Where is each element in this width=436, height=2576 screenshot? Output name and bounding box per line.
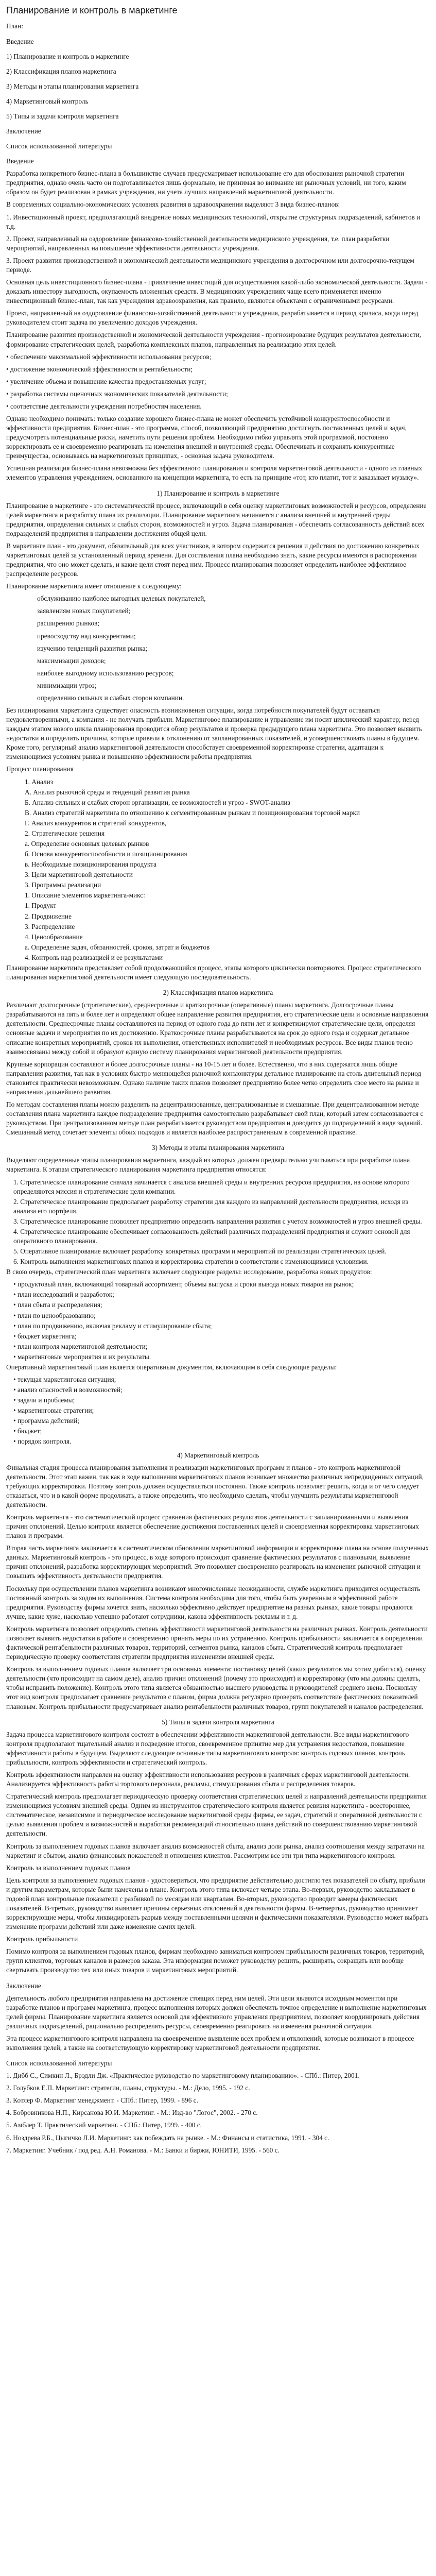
process-step: б. Основа конкурентоспособности и позиционирования [25, 850, 187, 858]
section-heading: Введение [6, 157, 34, 165]
toc-item: 5) Типы и задачи контроля маркетинга [6, 112, 119, 120]
process-step: 4. Ценообразование [25, 933, 83, 941]
paragraph: Стратегический контроль предполагает периодическую проверку соответствия стратегических целей и направлений деятельности предприятия изменяющимся условиям внешней среды. Одним из инструментов стратегического контроля является ревизия маркетинга - всестороннее, систематическое, независимое и периодическое исследование маркетинговой среды фирмы, ее задач, стратегий и оперативной деятельности с целью выявления проблем и возможностей и выработки рекомендаций относительно плана действий по совершенствованию маркетинговой деятельности. [6, 1792, 427, 1838]
paragraph: Оперативный маркетинговый план является оперативным документом, включающим в себя следующие разделы: [6, 1363, 337, 1371]
paragraph: Деятельность любого предприятия направлена на достижение стоящих перед ним целей. Эти цели являются исходным моментом при разработке планов и программ маркетинга, процесс выполнения которых должен обеспечить точное определение и выполнение маркетинговых целей фирмы. Планирование маркетинга является основой для эффективного управления предприятием, позволяет координировать действия различных подразделений, рационально распределять ресурсы, своевременно реагировать на изменения рыночной ситуации. [6, 1994, 427, 2030]
process-step: а. Определение задач, обязанностей, сроков, затрат и бюджетов [25, 943, 210, 951]
paragraph: Разработка конкретного бизнес-плана в большинстве случаев предусматривает использование его для обоснования рыночной стратегии предприятия, однако очень часто он подготавливается лишь формально, не принимая во внимание ни рыночных условий, ни того, каким образом он будет реализован в рамках учреждения, ни учета лучших направлений маркетинговой деятельности. [6, 170, 406, 196]
process-step: 3. Цели маркетинговой деятельности [25, 871, 133, 879]
list-item: • план по продвижению, включая рекламу и стимулирование сбыта; [13, 1321, 212, 1330]
paragraph: По методам составления планы можно разделить на децентрализованные, централизованные и смешанные. При децентрализованном методе составления плана маркетинга каждое подразделение предприятия самостоятельно разрабатывает свой план, который затем согласовывается с руководством. При централизованном методе план разрабатывается руководством предприятия и доводится до подразделений в виде заданий. Смешанный метод сочетает элементы обоих подходов и является наиболее распространенным в современной практике. [6, 1100, 424, 1137]
process-step: В. Анализ стратегий маркетинга по отношению к сегментированным рынкам и позиционирования торговой марки [25, 808, 360, 817]
toc-item: 2) Классификация планов маркетинга [6, 67, 116, 75]
section-heading: 4) Маркетинговый контроль [177, 1451, 259, 1459]
paragraph: Успешная реализация бизнес-плана невозможна без эффективного планирования и контроля маркетинговой деятельности - одного из главных элементов управления учреждением, основанного на концепции маркетинга, то есть на принципе «тот, кто платит, тот и заказывает музыку». [6, 464, 423, 482]
paragraph: Процесс планирования [6, 765, 74, 773]
paragraph: Помимо контроля за выполнением годовых планов, фирмам необходимо заниматься контролем прибыльности различных товаров, территорий, групп клиентов, торговых каналов и размеров заказа. Эта информация поможет руководству решить, расширять, сокращать или вообще свертывать производство тех или иных товаров и маркетинговых мероприятий. [6, 1947, 425, 1974]
section-planning-control [6, 489, 430, 989]
bibliography-section [6, 2059, 430, 2155]
strategic-plan-sections [6, 1280, 430, 1362]
paragraph: Контроль прибыльности [6, 1935, 78, 1943]
list-item: определению сильных и слабых сторон компании. [37, 693, 184, 702]
toc-item: Введение [6, 37, 34, 45]
paragraph: Планирование развития производственной и экономической деятельности учреждения - прогнозирование будущих результатов деятельности, формирование стратегических целей, разработка комплексных планов, направленных на реализацию этих целей. [6, 331, 422, 348]
list-item: • маркетинговые мероприятия и их результаты. [13, 1352, 151, 1361]
bibliography-item: 7. Маркетинг. Учебник / под ред. А.Н. Романова. - М.: Банки и биржи, ЮНИТИ, 1995. - 560 с. [6, 2146, 280, 2154]
list-item: • текущая маркетинговая ситуация; [13, 1376, 116, 1383]
paragraph: В маркетинге план - это документ, обязательный для всех участников, в котором содержатся решения и действия по достижению конкретных маркетинговых целей за установленный период времени. Для составления плана необходимо знать, какие ресурсы имеются в распоряжении предприятия, что оно может сделать, и какие цели стоят перед ним. Процесс планирования позволяет определить наиболее эффективное распределение ресурсов. [6, 541, 420, 578]
process-step: в. Необходимые позиционирования продукта [25, 860, 157, 869]
list-item: • анализ опасностей и возможностей; [13, 1386, 123, 1394]
paragraph: Проект, направленный на оздоровление финансово-хозяйственной деятельности учреждения, разрабатывается в период кризиса, когда перед руководителем стоит задача по увеличению доходов учреждения. [6, 309, 418, 327]
paragraph: Задача процесса маркетингового контроля состоит в обеспечении эффективности маркетинговой деятельности. Все виды маркетингового контроля предполагают тщательный анализ и подведение итогов, своевременное принятие мер для устранения недостатков, повышение эффективности работы в будущем. Выделяют следующие основные типы маркетингового контроля: контроль годовых планов, контроль прибыльности, контроль эффективности и стратегический контроль. [6, 1730, 409, 1766]
paragraph: Контроль за выполнением годовых планов включает три основных элемента: постановку целей (каких результатов мы хотим добиться), оценку деятельности (что происходит на самом деле), анализ причин отклонений (почему это происходит) и корректировку (что мы должны сделать, чтобы исправить положение). Контроль этого типа является обязанностью высшего руководства и руководителей среднего звена. Поскольку этот вид контроля предполагает сравнение результатов с планом, фирма должна регулярно проверять соответствие фактических показателей плановым. Контроль прибыльности предусматривает анализ рентабельности различных товаров, групп покупателей и каналов распределения. [6, 1665, 426, 1710]
paragraph: Контроль за выполнением годовых планов включает анализ возможностей сбыта, анализ доли рынка, анализ соотношения между затратами на маркетинг и сбытом, анализ финансовых показателей и отношения клиентов. Рассмотрим все эти три типа маркетингового контроля. [6, 1842, 425, 1859]
list-item: обслуживанию наиболее выгодных целевых покупателей, [37, 595, 206, 603]
paragraph: В свою очередь, стратегический план маркетинга включает следующие разделы: исследование, разработка новых продуктов: [6, 1268, 372, 1276]
list-item: 3. Стратегическое планирование позволяет предприятию определить направления развития с учетом возможностей и угроз внешней среды. [13, 1217, 422, 1225]
process-step: 4. Контроль над реализацией и ее результатами [25, 953, 163, 961]
paragraph: Выделяют определенные этапы планирования маркетинга, каждый из которых должен предварительно учитываться при разработке плана маркетинга. К этапам стратегического планирования маркетинга предприятия относятся: [6, 1156, 410, 1174]
toc-item: План: [6, 22, 23, 30]
process-step: 2. Продвижение [25, 912, 72, 920]
list-item: наиболее выгодному использованию ресурсов; [37, 669, 174, 677]
bibliography-item: 5. Амблер Т. Практический маркетинг. - СПб.: Питер, 1999. - 400 с. [6, 2121, 202, 2129]
list-item: • задачи и проблемы; [13, 1396, 75, 1404]
list-item: • план контроля маркетинговой деятельности; [13, 1342, 148, 1350]
bibliography-item: 1. Дибб С., Симкин Л., Брэдли Дж. «Практическое руководство по маркетинговому планированию». - СПб.: Питер, 2001. [6, 2072, 360, 2080]
list-item: расширению рынков; [37, 619, 99, 628]
planning-stages-list [6, 1178, 430, 1267]
paragraph: 3. Проект развития производственной и экономической деятельности медицинского учреждения в долгосрочном или долгосрочно-текущем периоде. [6, 256, 414, 274]
paragraph: • обеспечение максимальной эффективности использования ресурсов; [6, 352, 212, 361]
list-item: превосходству над конкурентами; [37, 632, 136, 640]
paragraph: 2. Проект, направленный на оздоровление финансово-хозяйственной деятельности медицинского учреждения, т.е. план разработки мероприятий, направленных на повышение эффективности деятельности учреждения. [6, 234, 390, 252]
paragraph: Крупные корпорации составляют и более долгосрочные планы - на 10-15 лет и более. Естественно, что в них содержатся лишь общие направления развития, так как в условиях быстро меняющейся рыночной конъюнктуры детальное планирование на столь длительный период становится практически невозможным. Однако наличие таких планов позволяет предприятию более четко определить свое место на рынке и направления дальнейшего развития. [6, 1060, 422, 1096]
paragraph: Планирование маркетинга имеет отношение к следующему: [6, 582, 182, 590]
paragraph: • разработка системы оценочных экономических показателей деятельности; [6, 389, 228, 398]
paragraph: В современных социально-экономических условиях развития в здравоохранении выделяют 3 вида бизнес-планов: [6, 200, 340, 209]
toc-item: Заключение [6, 127, 41, 135]
process-step: А. Анализ рыночной среды и тенденций развития рынка [25, 788, 190, 796]
bibliography-item: 6. Ноздрева Р.Б., Цыгичко Л.И. Маркетинг: как побеждать на рынке. - М.: Финансы и статистика, 1991. - 304 с. [6, 2133, 329, 2142]
paragraph: Вторая часть маркетинга заключается в систематическом обновлении маркетинговой информации и корректировке плана на основе полученных данных. Маркетинговый контроль - это процесс, в ходе которого происходит сравнение фактических результатов с плановыми, выявление причин отклонений, разработка корректирующих мероприятий. Это позволяет своевременно реагировать на изменения рыночной ситуации и повышать эффективность деятельности предприятия. [6, 1544, 429, 1580]
planning-process-list [6, 777, 430, 962]
paragraph: Финальная стадия процесса планирования выполнения и реализации маркетинговых программ и планов - это контроль маркетинговой деятельности. Этот этап важен, так как в ходе выполнения маркетинговых планов возникает множество различных непредвиденных ситуаций, требующих корректировки. Поэтому контроль должен осуществляться постоянно. Также контроль позволяет решить, когда и от чего следует отказаться, что и в какой форме продолжать, а также определить, что необходимо сделать, чтобы улучшить результаты маркетинговой деятельности. [6, 1463, 424, 1509]
section-plan-classification [6, 988, 430, 1143]
process-step: 1. Анализ [25, 777, 54, 786]
section-marketing-control [6, 1451, 430, 1718]
document-title: Планирование и контроль в маркетинге [6, 5, 178, 15]
section-control-types [6, 1718, 430, 1981]
bibliography-item: 4. Бобровникова Н.П., Кирсанова Ю.И. Маркетинг. - М.: Изд-во "Логос", 2002. - 270 с. [6, 2109, 258, 2117]
list-item: минимизации угроз; [37, 681, 97, 689]
paragraph: Планирование в маркетинге - это систематический процесс, включающий в себя оценку маркетинговых возможностей и ресурсов, определение целей маркетинга и разработку плана их реализации. Планирование маркетинга начинается с анализа внешней и внутренней среды предприятия, определения сильных и слабых сторон, возможностей и угроз. Задача планирования - обеспечить согласованность действий всех подразделений предприятия в направлении достижения общей цели. [6, 501, 427, 537]
list-item: • продуктовый план, включающий товарный ассортимент, объемы выпуска и сроки вывода новых товаров на рынок; [13, 1280, 354, 1289]
list-item: максимизации доходов; [37, 656, 106, 665]
operational-plan-sections [6, 1375, 430, 1447]
paragraph: Поскольку при осуществлении планов маркетинга возникают многочисленные неожиданности, службе маркетинга приходится осуществлять постоянный контроль за ходом их выполнения. Система контроля необходима для того, чтобы быть уверенным в эффективной работе предприятия. Руководству фирмы хочется знать, насколько эффективно действует предприятие на разных рынках, какие товары продаются лучше, какие хуже, насколько успешно работают сотрудники, какова эффективность рекламы и т. д. [6, 1584, 421, 1620]
list-item: • план по ценообразованию; [13, 1311, 96, 1319]
list-item: 4. Стратегическое планирование обеспечивает согласованность действий различных подразделений предприятия и служит основой для оперативного планирования. [13, 1227, 410, 1245]
list-item: 5. Оперативное планирование включает разработку конкретных программ и мероприятий по реализации стратегических целей. [13, 1247, 387, 1256]
list-item: заявлениям новых покупателей; [37, 607, 131, 615]
process-step: 1. Продукт [25, 902, 57, 910]
paragraph: Без планирования маркетинга существует опасность возникновения ситуации, когда потребности покупателей будут оставаться неудовлетворенными, а компания - не получать прибыли. Маркетинговое планирование и управление им носит циклический характер; перед каждым этапом нового цикла планирования проводится обзор результатов и проверка предыдущего плана маркетинга. Это позволяет выявить недостатки и определить причины, которые привели к отклонению от запланированных показателей, и усовершенствовать планы в будущем. Кроме того, регулярный анализ маркетинговой деятельности способствует своевременной корректировке стратегии, адаптации к изменяющимся условиям рынка и повышению эффективности работы предприятия. [6, 706, 422, 761]
paragraph: Различают долгосрочные (стратегические), среднесрочные и краткосрочные (оперативные) планы маркетинга. Долгосрочные планы разрабатываются на пять и более лет и определяют общее направление развития предприятия, его стратегические цели и основные направления деятельности. Среднесрочные планы составляются на период от одного года до пяти лет и конкретизируют стратегические цели, определяя основные задачи и мероприятия по их достижению. Краткосрочные планы разрабатываются на срок до одного года и содержат детальное описание конкретных мероприятий, сроков их выполнения, ответственных исполнителей и необходимых ресурсов. Все виды планов тесно взаимосвязаны между собой и образуют единую систему планирования маркетинговой деятельности предприятия. [6, 1001, 429, 1056]
list-item: • план сбыта и распределения; [13, 1301, 102, 1309]
paragraph: 1. Инвестиционный проект, предполагающий внедрение новых медицинских технологий, открытие структурных подразделений, кабинетов и т.д. [6, 213, 421, 230]
paragraph: Эта процесс маркетингового контроля направлена на своевременное выявление всех проблем и отклонений, которые возникают в процессе выполнения целей, а также на соответствующую корректировку маркетинговой деятельности предприятия. [6, 2034, 414, 2052]
list-item: 2. Стратегическое планирование предполагает разработку стратегии для каждого из направлений деятельности предприятия, исходя из анализа его портфеля. [13, 1197, 409, 1215]
toc-item: 4) Маркетинговый контроль [6, 97, 89, 105]
process-step: 3. Распределение [25, 922, 75, 930]
paragraph: Контроль маркетинга позволяет определить степень эффективности маркетинговой деятельности на различных рынках. Контроль деятельности позволяет выявить недостатки в работе и своевременно принять меры по их устранению. Контроль прибыльности заключается в определении фактической рентабельности различных товаров, территорий, сегментов рынка, каналов сбыта. Стратегический контроль предполагает периодическую проверку соответствия стратегии предприятия изменениям внешней среды. [6, 1624, 428, 1661]
list-item: 6. Контроль выполнения маркетинговых планов и корректировка стратегии в соответствии с изменяющимися условиями. [13, 1258, 369, 1266]
section-heading: 2) Классификация планов маркетинга [163, 989, 273, 997]
section-heading: Список использованной литературы [6, 2059, 112, 2067]
paragraph: Основная цель инвестиционного бизнес-плана - привлечение инвестиций для осуществления какой-либо экономической деятельности. Задачи - доказать инвестору выгодность, окупаемость вложенных средств. В медицинских учреждениях чаще всего применяется именно инвестиционный бизнес-план, так как учреждения здравоохранения, как правило, являются объектами с ограниченными ресурсами. [6, 278, 428, 305]
process-step: Б. Анализ сильных и слабых сторон организации, ее возможностей и угроз - SWOT-анализ [25, 798, 290, 806]
paragraph: Контроль эффективности направлен на оценку эффективности использования ресурсов в различных сферах маркетинговой деятельности. Анализируется эффективность работы торгового персонала, рекламы, стимулирования сбыта и распределения товаров. [6, 1770, 410, 1788]
list-item: • бюджет; [13, 1427, 42, 1435]
process-step: а. Определение основных целевых рынков [25, 840, 149, 848]
process-step: Г. Анализ конкурентов и стратегий конкурентов, [25, 819, 167, 827]
list-item: 1. Стратегическое планирование сначала начинается с анализа внешней среды и внутренних ресурсов предприятия, на основе которого определяются миссия и стратегические цели компании. [13, 1178, 410, 1195]
paragraph: • соответствие деятельности учреждения потребностям населения. [6, 402, 202, 410]
toc-item: Список использованной литературы [6, 142, 112, 150]
section-heading: 3) Методы и этапы планирования маркетинга [151, 1144, 285, 1152]
list-item: • программа действий; [13, 1417, 80, 1425]
table-of-contents [6, 22, 430, 151]
paragraph: • увеличение объема и повышение качества предоставляемых услуг; [6, 377, 206, 385]
paragraph: Цель контроля за выполнением годовых планов - удостовериться, что предприятие действительно достигло тех показателей по сбыту, прибыли и другим параметрам, которые были намечены в плане. Контроль этого типа включает четыре этапа. Во-первых, руководство закладывает в годовой план контрольные показатели с разбивкой по месяцам или кварталам. Во-вторых, руководство проводит замеры фактических показателей. В-третьих, руководство выявляет причины серьезных отклонений в деятельности фирмы. В-четвертых, руководство принимает корректирующие меры, чтобы ликвидировать разрыв между поставленными целями и фактическими показателями. Руководство может выбрать изменение программ действий или даже изменение самих целей. [6, 1876, 429, 1931]
section-heading: 5) Типы и задачи контроля маркетинга [162, 1718, 274, 1726]
toc-item: 1) Планирование и контроль в маркетинге [6, 52, 129, 60]
list-item: • маркетинговые стратегии; [13, 1406, 94, 1415]
paragraph: Планирование маркетинга представляет собой продолжающийся процесс, этапы которого циклически повторяются. Процесс стратегического планирования маркетинговой деятельности имеет следующую последовательность. [6, 963, 421, 981]
paragraph: Контроль маркетинга - это систематический процесс сравнения фактических результатов деятельности с запланированными и выявления причин отклонений. Целью контроля является обеспечение достижения поставленных целей и своевременная корректировка маркетинговых планов и программ. [6, 1513, 419, 1540]
list-item: изучению тенденций развития рынка; [37, 644, 148, 652]
introduction-section [6, 157, 430, 488]
process-step: 2. Стратегические решения [25, 829, 105, 837]
section-planning-methods [6, 1143, 430, 1450]
process-step: 3. Программы реализации [25, 881, 101, 889]
paragraph: Однако необходимо понимать: только создание хорошего бизнес-плана не может обеспечить устойчивой конкурентоспособности и эффективности предприятия. Бизнес-план - это программа, способ, позволяющий предприятию достигнуть поставленных целей и задач, предусмотреть потенциальные риски, наметить пути решения проблем. Необходимо гибко управлять этой программой, постоянно корректировать ее и своевременно реагировать на изменения внешней и внутренней среды. Обеспечивать и сохранять конкурентные преимущества, основываясь на маркетинговых принципах, - основная задача руководителя. [6, 414, 407, 460]
section-heading: Заключение [6, 1981, 41, 1990]
section-heading: 1) Планирование и контроль в маркетинге [156, 489, 280, 497]
list-item: • план исследований и разработок; [13, 1291, 114, 1299]
paragraph: • достижение экономической эффективности и рентабельности; [6, 365, 193, 373]
bibliography-item: 3. Котлер Ф. Маркетинг менеджмент. - СПб.: Питер, 1999. - 896 с. [6, 2096, 198, 2105]
process-step: 1. Описание элементов маркетинга-микс: [25, 891, 145, 900]
conclusion-section [6, 1981, 430, 2059]
bibliography-item: 2. Голубков Е.П. Маркетинг: стратегии, планы, структуры. - М.: Дело, 1995. - 192 с. [6, 2084, 250, 2092]
paragraph: Контроль за выполнением годовых планов [6, 1863, 131, 1872]
list-item: • бюджет маркетинга; [13, 1332, 77, 1340]
list-item: • порядок контроля. [13, 1437, 72, 1446]
toc-item: 3) Методы и этапы планирования маркетинга [6, 82, 139, 90]
